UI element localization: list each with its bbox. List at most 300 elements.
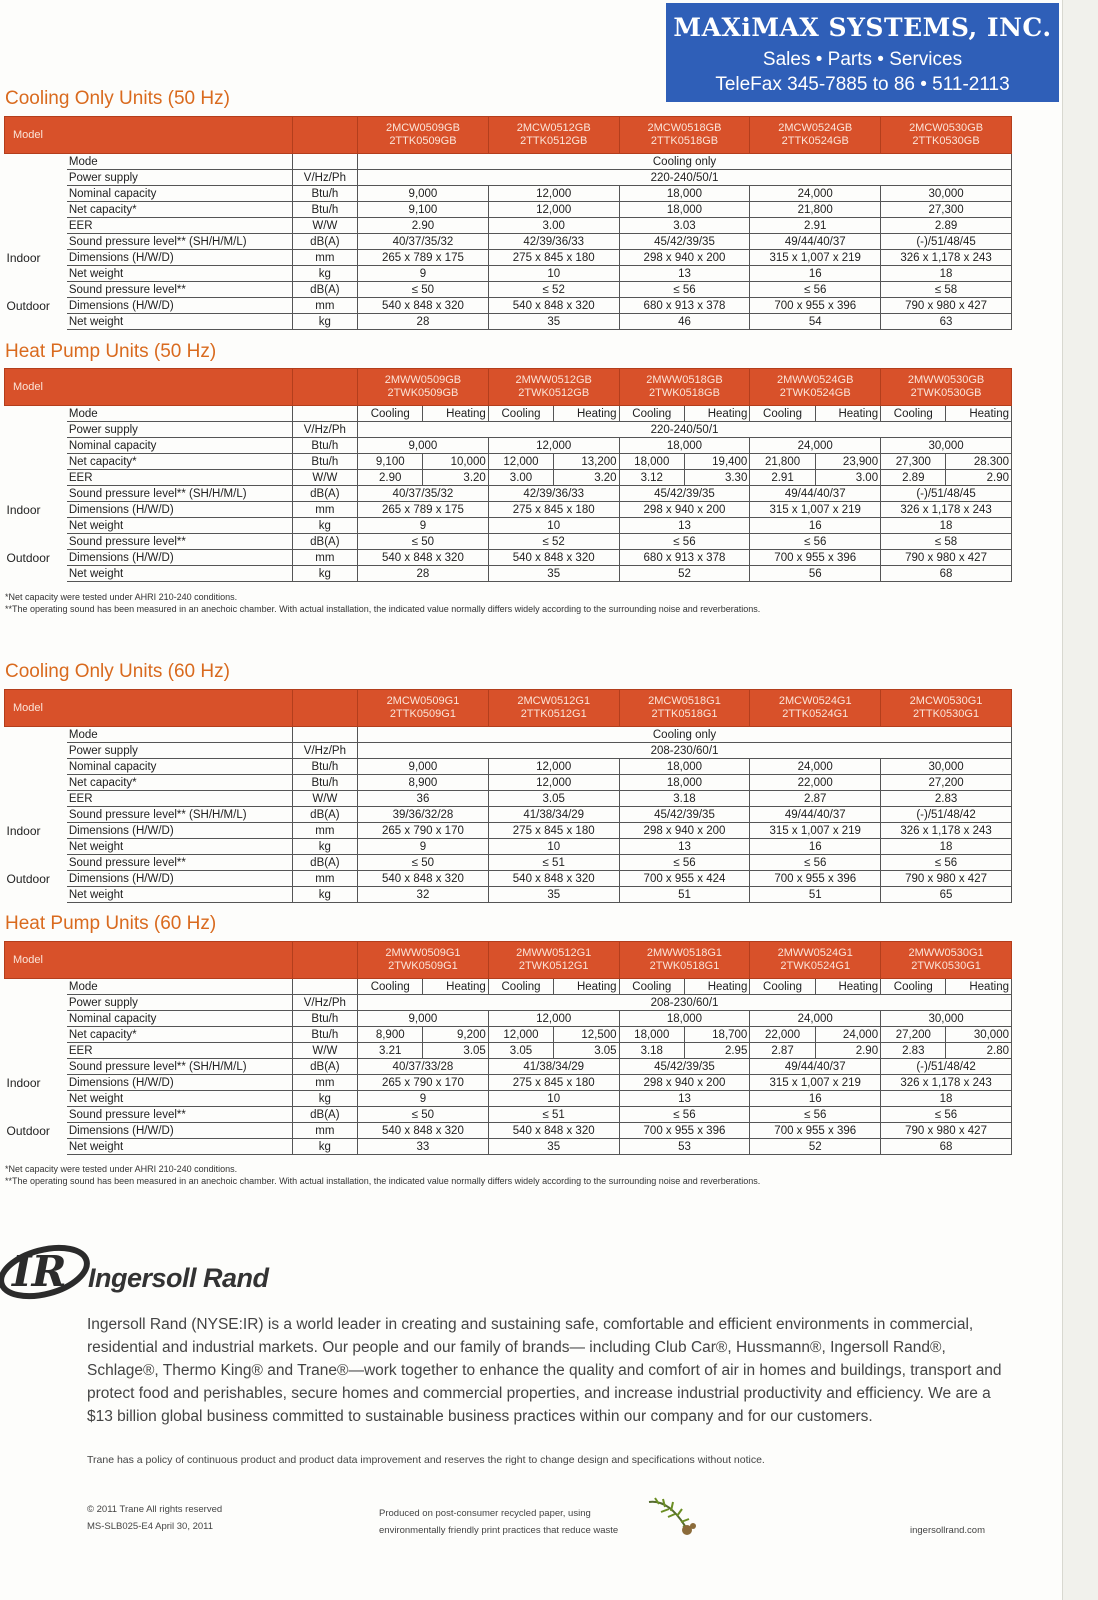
spec-value: 680 x 913 x 378 [619, 298, 750, 314]
indoor-model: 2MWW0518G1 [646, 947, 723, 959]
spec-value: 2.91 [750, 218, 881, 234]
spec-label: Net weight [67, 266, 292, 282]
spec-value: ≤ 56 [750, 534, 881, 550]
spec-unit: Btu/h [292, 202, 357, 218]
leaf-icon [645, 1496, 701, 1540]
spec-value: 3.18 [619, 791, 750, 807]
spec-label: Sound pressure level** [67, 855, 292, 871]
heating-value: 2.90 [946, 470, 1012, 486]
outdoor-dimensions-row [5, 550, 1012, 566]
outdoor-dimensions-row [5, 871, 1012, 887]
indoor-model: 2MWW0524GB [777, 374, 854, 386]
spec-label: Nominal capacity [67, 438, 292, 454]
unit-group-label: Outdoor [6, 550, 50, 565]
spec-unit: mm [292, 871, 357, 887]
outdoor-weight-row [5, 566, 1012, 582]
heating-value: 19,400 [684, 454, 749, 470]
outdoor-model: 2TTK0530GB [912, 135, 980, 147]
spec-value: 9,000 [358, 186, 489, 202]
unit-header [292, 690, 357, 727]
spec-value: 13 [619, 839, 750, 855]
net-capacity-row [5, 454, 1012, 470]
indoor-model: 2MCW0524G1 [778, 695, 852, 707]
spec-value-all: 208-230/60/1 [358, 743, 1012, 759]
outdoor-model: 2TWK0530G1 [911, 960, 981, 972]
outdoor-model: 2TWK0512GB [518, 387, 590, 399]
unit-group-label [5, 727, 67, 807]
unit-group-label: Indoor [6, 250, 41, 265]
spec-value: 3.03 [619, 218, 750, 234]
cooling-value: 22,000 [750, 1027, 815, 1043]
dealer-name: MAXiMAX SYSTEMS, INC. [673, 13, 1052, 42]
spec-unit: kg [292, 566, 357, 582]
spec-value: ≤ 56 [619, 534, 750, 550]
spec-label: Net weight [67, 518, 292, 534]
spec-unit: mm [292, 298, 357, 314]
indoor-sound-row [5, 486, 1012, 502]
cooling-value: 12,000 [488, 454, 553, 470]
cooling-value: 2.83 [881, 1043, 946, 1059]
outdoor-model: 2TWK0518G1 [649, 960, 720, 972]
ingersoll-rand-logo [0, 1238, 92, 1306]
model-name [619, 369, 750, 406]
section-title-cooling-50hz: Cooling Only Units (50 Hz) [5, 88, 230, 109]
indoor-sound-row [5, 807, 1012, 823]
outdoor-dimensions-row [5, 298, 1012, 314]
indoor-model: 2MWW0509G1 [385, 947, 461, 959]
indoor-model: 2MCW0518GB [647, 122, 722, 134]
spec-value: 12,000 [488, 1011, 619, 1027]
spec-value: 45/42/39/35 [619, 807, 750, 823]
spec-unit: V/Hz/Ph [292, 995, 357, 1011]
spec-value: 315 x 1,007 x 219 [750, 250, 881, 266]
net-capacity-row [5, 202, 1012, 218]
spec-value: 16 [750, 518, 881, 534]
spec-label: Sound pressure level** (SH/H/M/L) [67, 234, 292, 250]
spec-value: 700 x 955 x 396 [750, 298, 881, 314]
mode-cooling: Cooling [619, 406, 684, 422]
outdoor-model: 2TTK0512G1 [520, 708, 587, 720]
model-name [881, 942, 1012, 979]
model-name [488, 369, 619, 406]
spec-value: 63 [881, 314, 1012, 330]
spec-unit: Btu/h [292, 454, 357, 470]
unit-group-label: Indoor [6, 823, 41, 838]
mode-row [5, 979, 1012, 995]
spec-value: 22,000 [750, 775, 881, 791]
spec-label: Nominal capacity [67, 186, 292, 202]
indoor-weight-row [5, 266, 1012, 282]
spec-value: 35 [488, 887, 619, 903]
spec-value: 45/42/39/35 [619, 1059, 750, 1075]
spec-value: 35 [488, 1139, 619, 1155]
spec-value: 12,000 [488, 438, 619, 454]
nominal-row [5, 438, 1012, 454]
spec-value-all: 220-240/50/1 [358, 170, 1012, 186]
spec-value: 24,000 [750, 186, 881, 202]
indoor-dimensions-row [5, 250, 1012, 266]
spec-value: 52 [619, 566, 750, 582]
mode-cooling: Cooling [488, 406, 553, 422]
indoor-model: 2MCW0518G1 [648, 695, 721, 707]
indoor-model: 2MWW0518GB [646, 374, 723, 386]
spec-unit: W/W [292, 218, 357, 234]
spec-unit [292, 979, 357, 995]
heating-value: 2.95 [684, 1043, 749, 1059]
mode-heating: Heating [946, 979, 1012, 995]
spec-value: 49/44/40/37 [750, 1059, 881, 1075]
outdoor-model: 2TWK0530GB [910, 387, 982, 399]
heating-value: 24,000 [815, 1027, 880, 1043]
spec-label: Sound pressure level** (SH/H/M/L) [67, 486, 292, 502]
spec-value: 35 [488, 566, 619, 582]
spec-unit [292, 727, 357, 743]
spec-value: 9,000 [358, 1011, 489, 1027]
unit-group-label [5, 979, 67, 1059]
spec-value: 265 x 790 x 170 [358, 1075, 489, 1091]
spec-value: 298 x 940 x 200 [619, 823, 750, 839]
eer-row [5, 218, 1012, 234]
outdoor-model: 2TTK0512GB [520, 135, 588, 147]
spec-value: 41/38/34/29 [488, 807, 619, 823]
mode-cooling: Cooling [619, 979, 684, 995]
spec-value-all: Cooling only [358, 154, 1012, 170]
spec-value: 30,000 [881, 759, 1012, 775]
spec-label: Net weight [67, 839, 292, 855]
spec-unit: Btu/h [292, 1027, 357, 1043]
spec-value: 39/36/32/28 [358, 807, 489, 823]
spec-label: EER [67, 791, 292, 807]
spec-value: ≤ 58 [881, 282, 1012, 298]
spec-unit: Btu/h [292, 775, 357, 791]
spec-value: 700 x 955 x 396 [750, 871, 881, 887]
heating-value: 3.20 [423, 470, 488, 486]
spec-value: 540 x 848 x 320 [358, 1123, 489, 1139]
section-title-heatpump-50hz: Heat Pump Units (50 Hz) [5, 341, 217, 362]
spec-unit: dB(A) [292, 1059, 357, 1075]
spec-unit: kg [292, 839, 357, 855]
model-name [358, 117, 489, 154]
spec-value: 298 x 940 x 200 [619, 250, 750, 266]
spec-unit: V/Hz/Ph [292, 743, 357, 759]
model-name [750, 690, 881, 727]
imprint [87, 1501, 222, 1535]
spec-value: 33 [358, 1139, 489, 1155]
spec-unit: mm [292, 250, 357, 266]
spec-value: 49/44/40/37 [750, 234, 881, 250]
cooling-value: 3.18 [619, 1043, 684, 1059]
cooling-value: 2.89 [881, 470, 946, 486]
indoor-model: 2MCW0512G1 [517, 695, 591, 707]
spec-value: 12,000 [488, 775, 619, 791]
cooling-value: 2.87 [750, 1043, 815, 1059]
spec-value: 18,000 [619, 1011, 750, 1027]
spec-value: 9 [358, 266, 489, 282]
model-header-row [5, 117, 1012, 154]
spec-value: 16 [750, 266, 881, 282]
spec-unit: Btu/h [292, 1011, 357, 1027]
footnote-net-capacity: *Net capacity were tested under AHRI 210-240 conditions. [5, 1164, 238, 1174]
footnotes-50hz [5, 591, 760, 615]
recycled-notice [379, 1505, 618, 1539]
spec-value: 275 x 845 x 180 [488, 502, 619, 518]
outdoor-weight-row [5, 1139, 1012, 1155]
cooling-value: 12,000 [488, 1027, 553, 1043]
spec-value: 298 x 940 x 200 [619, 502, 750, 518]
spec-value: ≤ 50 [358, 534, 489, 550]
spec-value: 298 x 940 x 200 [619, 1075, 750, 1091]
spec-unit [292, 154, 357, 170]
spec-value: 9 [358, 839, 489, 855]
spec-value: ≤ 51 [488, 855, 619, 871]
spec-value: ≤ 52 [488, 534, 619, 550]
spec-value: ≤ 56 [619, 282, 750, 298]
spec-value: 18,000 [619, 438, 750, 454]
mode-heating: Heating [684, 406, 749, 422]
spec-value: 540 x 848 x 320 [358, 298, 489, 314]
mode-cooling: Cooling [750, 979, 815, 995]
document-id: MS-SLB025-E4 April 30, 2011 [87, 1521, 214, 1532]
spec-value: 24,000 [750, 759, 881, 775]
outdoor-model: 2TTK0509GB [389, 135, 457, 147]
spec-value: 27,200 [881, 775, 1012, 791]
spec-value: 790 x 980 x 427 [881, 298, 1012, 314]
cooling-value: 18,000 [619, 454, 684, 470]
spec-label: Mode [67, 727, 292, 743]
spec-unit: kg [292, 518, 357, 534]
spec-unit: dB(A) [292, 282, 357, 298]
spec-unit: V/Hz/Ph [292, 170, 357, 186]
outdoor-sound-row [5, 855, 1012, 871]
spec-value: 18 [881, 518, 1012, 534]
spec-value: (-)/51/48/45 [881, 234, 1012, 250]
model-label: Model [5, 942, 293, 979]
spec-table-heatpump-50hz [4, 368, 1012, 582]
spec-value: 12,000 [488, 202, 619, 218]
spec-value: 51 [619, 887, 750, 903]
brand-name: Ingersoll Rand [88, 1263, 269, 1293]
model-header-row [5, 369, 1012, 406]
logo-mark: IR [12, 1247, 67, 1296]
heating-value: 3.00 [815, 470, 880, 486]
spec-value: 18,000 [619, 759, 750, 775]
spec-value: (-)/51/48/42 [881, 1059, 1012, 1075]
spec-value: 700 x 955 x 396 [750, 1123, 881, 1139]
cooling-value: 3.21 [358, 1043, 423, 1059]
model-name [750, 942, 881, 979]
outdoor-model: 2TTK0518GB [650, 135, 719, 147]
spec-unit: mm [292, 823, 357, 839]
spec-label: Power supply [67, 422, 292, 438]
spec-value: 45/42/39/35 [619, 234, 750, 250]
unit-group-label: Outdoor [6, 871, 50, 886]
spec-value: 326 x 1,178 x 243 [881, 823, 1012, 839]
indoor-dimensions-row [5, 1075, 1012, 1091]
spec-value: 21,800 [750, 202, 881, 218]
spec-label: Dimensions (H/W/D) [67, 823, 292, 839]
spec-value: 40/37/33/28 [358, 1059, 489, 1075]
spec-value: 9,100 [358, 202, 489, 218]
mode-row [5, 406, 1012, 422]
spec-label: Net capacity* [67, 454, 292, 470]
spec-value: 41/38/34/29 [488, 1059, 619, 1075]
dealer-services: Sales • Parts • Services [762, 49, 963, 70]
outdoor-model: 2TTK0530G1 [913, 708, 980, 720]
heating-value: 9,200 [423, 1027, 488, 1043]
indoor-weight-row [5, 839, 1012, 855]
heating-value: 10,000 [423, 454, 488, 470]
spec-value: 275 x 845 x 180 [488, 823, 619, 839]
nominal-row [5, 1011, 1012, 1027]
mode-cooling: Cooling [881, 979, 946, 995]
cooling-value: 3.05 [488, 1043, 553, 1059]
spec-value: ≤ 56 [881, 855, 1012, 871]
section-title-heatpump-60hz: Heat Pump Units (60 Hz) [5, 913, 217, 934]
spec-unit: kg [292, 1091, 357, 1107]
spec-label: Net weight [67, 314, 292, 330]
heating-value: 30,000 [946, 1027, 1012, 1043]
spec-value: ≤ 56 [750, 855, 881, 871]
spec-value: 9 [358, 1091, 489, 1107]
indoor-dimensions-row [5, 823, 1012, 839]
policy-notice: Trane has a policy of continuous product and product data improvement and reserves the right to change design and specifications without notice. [87, 1454, 765, 1466]
spec-value: 18 [881, 839, 1012, 855]
spec-unit: mm [292, 550, 357, 566]
outdoor-sound-row [5, 282, 1012, 298]
indoor-model: 2MWW0512GB [515, 374, 592, 386]
model-label: Model [5, 690, 293, 727]
spec-value: ≤ 58 [881, 534, 1012, 550]
heating-value: 28.300 [946, 454, 1012, 470]
heating-value: 12,500 [554, 1027, 619, 1043]
indoor-sound-row [5, 1059, 1012, 1075]
spec-unit: W/W [292, 791, 357, 807]
spec-value: 9,000 [358, 759, 489, 775]
spec-value: 24,000 [750, 438, 881, 454]
recycled-line-1: Produced on post-consumer recycled paper, using [379, 1508, 591, 1519]
spec-value: ≤ 51 [488, 1107, 619, 1123]
spec-label: Mode [67, 154, 292, 170]
power-row [5, 743, 1012, 759]
spec-unit: dB(A) [292, 234, 357, 250]
spec-label: Net weight [67, 887, 292, 903]
spec-value-all: Cooling only [358, 727, 1012, 743]
spec-label: Dimensions (H/W/D) [67, 871, 292, 887]
mode-heating: Heating [946, 406, 1012, 422]
model-name [358, 690, 489, 727]
spec-label: Net weight [67, 566, 292, 582]
spec-value: 2.90 [358, 218, 489, 234]
mode-cooling: Cooling [358, 979, 423, 995]
spec-value: 27,300 [881, 202, 1012, 218]
spec-value: 315 x 1,007 x 219 [750, 823, 881, 839]
unit-header [292, 117, 357, 154]
heating-value: 18,700 [684, 1027, 749, 1043]
outdoor-weight-row [5, 887, 1012, 903]
spec-value: ≤ 56 [619, 855, 750, 871]
mode-heating: Heating [554, 406, 619, 422]
indoor-model: 2MCW0509G1 [386, 695, 460, 707]
model-name [750, 117, 881, 154]
spec-value: 28 [358, 314, 489, 330]
mode-cooling: Cooling [881, 406, 946, 422]
spec-label: Power supply [67, 743, 292, 759]
spec-value: 12,000 [488, 186, 619, 202]
mode-heating: Heating [815, 406, 880, 422]
spec-value: 56 [750, 566, 881, 582]
spec-value: 790 x 980 x 427 [881, 871, 1012, 887]
power-row [5, 422, 1012, 438]
outdoor-model: 2TTK0518G1 [651, 708, 718, 720]
spec-value: 326 x 1,178 x 243 [881, 250, 1012, 266]
model-name [358, 942, 489, 979]
outdoor-model: 2TWK0524G1 [780, 960, 851, 972]
spec-label: Dimensions (H/W/D) [67, 502, 292, 518]
spec-value: 16 [750, 839, 881, 855]
model-name [750, 369, 881, 406]
copyright: © 2011 Trane All rights reserved [87, 1504, 223, 1515]
spec-unit: mm [292, 1075, 357, 1091]
indoor-model: 2MCW0530G1 [909, 695, 983, 707]
unit-header [292, 369, 357, 406]
spec-value: 275 x 845 x 180 [488, 250, 619, 266]
indoor-weight-row [5, 1091, 1012, 1107]
spec-value: 28 [358, 566, 489, 582]
mode-heating: Heating [423, 406, 488, 422]
outdoor-sound-row [5, 1107, 1012, 1123]
spec-value: 18 [881, 266, 1012, 282]
power-row [5, 995, 1012, 1011]
spec-value: 540 x 848 x 320 [358, 871, 489, 887]
dealer-banner [666, 3, 1059, 102]
spec-label: Nominal capacity [67, 759, 292, 775]
cooling-value: 3.00 [488, 470, 553, 486]
unit-group-label: Outdoor [6, 298, 50, 313]
spec-value: 45/42/39/35 [619, 486, 750, 502]
cooling-value: 21,800 [750, 454, 815, 470]
spec-label: Power supply [67, 995, 292, 1011]
outdoor-model: 2TTK0509G1 [389, 708, 456, 720]
company-description: Ingersoll Rand (NYSE:IR) is a world leader in creating and sustaining safe, comfortable and efficient environments in commercial, residential and industrial markets. Our people and our family of brands— including Club Car®, Hussmann®, Ingersoll Rand®, Schlage®, Thermo King® and Trane®—work together to enhance the quality and comfort of air in homes and buildings, transport and protect food and perishables, secure homes and commercial properties, and increase industrial productivity and efficiency. We are a $13 billion global business committed to sustainable business practices within our company and for our customers. [87, 1316, 1002, 1425]
indoor-model: 2MWW0524G1 [777, 947, 853, 959]
spec-value: 10 [488, 1091, 619, 1107]
spec-value: 265 x 789 x 175 [358, 250, 489, 266]
outdoor-model: 2TWK0509G1 [388, 960, 458, 972]
spec-label: Power supply [67, 170, 292, 186]
outdoor-model: 2TWK0509GB [387, 387, 459, 399]
indoor-model: 2MWW0509GB [384, 374, 462, 386]
cooling-value: 9,100 [358, 454, 423, 470]
cooling-value: 2.90 [358, 470, 423, 486]
cooling-value: 27,300 [881, 454, 946, 470]
model-name [488, 942, 619, 979]
model-name [881, 690, 1012, 727]
spec-value: 540 x 848 x 320 [488, 550, 619, 566]
spec-value: 13 [619, 518, 750, 534]
spec-unit: W/W [292, 470, 357, 486]
spec-value: 540 x 848 x 320 [488, 298, 619, 314]
footnotes-60hz [5, 1163, 760, 1187]
spec-value: 51 [750, 887, 881, 903]
outdoor-model: 2TWK0512G1 [518, 960, 589, 972]
mode-heating: Heating [423, 979, 488, 995]
spec-label: Sound pressure level** (SH/H/M/L) [67, 1059, 292, 1075]
cooling-value: 27,200 [881, 1027, 946, 1043]
spec-value: 18,000 [619, 202, 750, 218]
spec-value: 315 x 1,007 x 219 [750, 502, 881, 518]
heating-value: 3.05 [554, 1043, 619, 1059]
eer-row [5, 1043, 1012, 1059]
